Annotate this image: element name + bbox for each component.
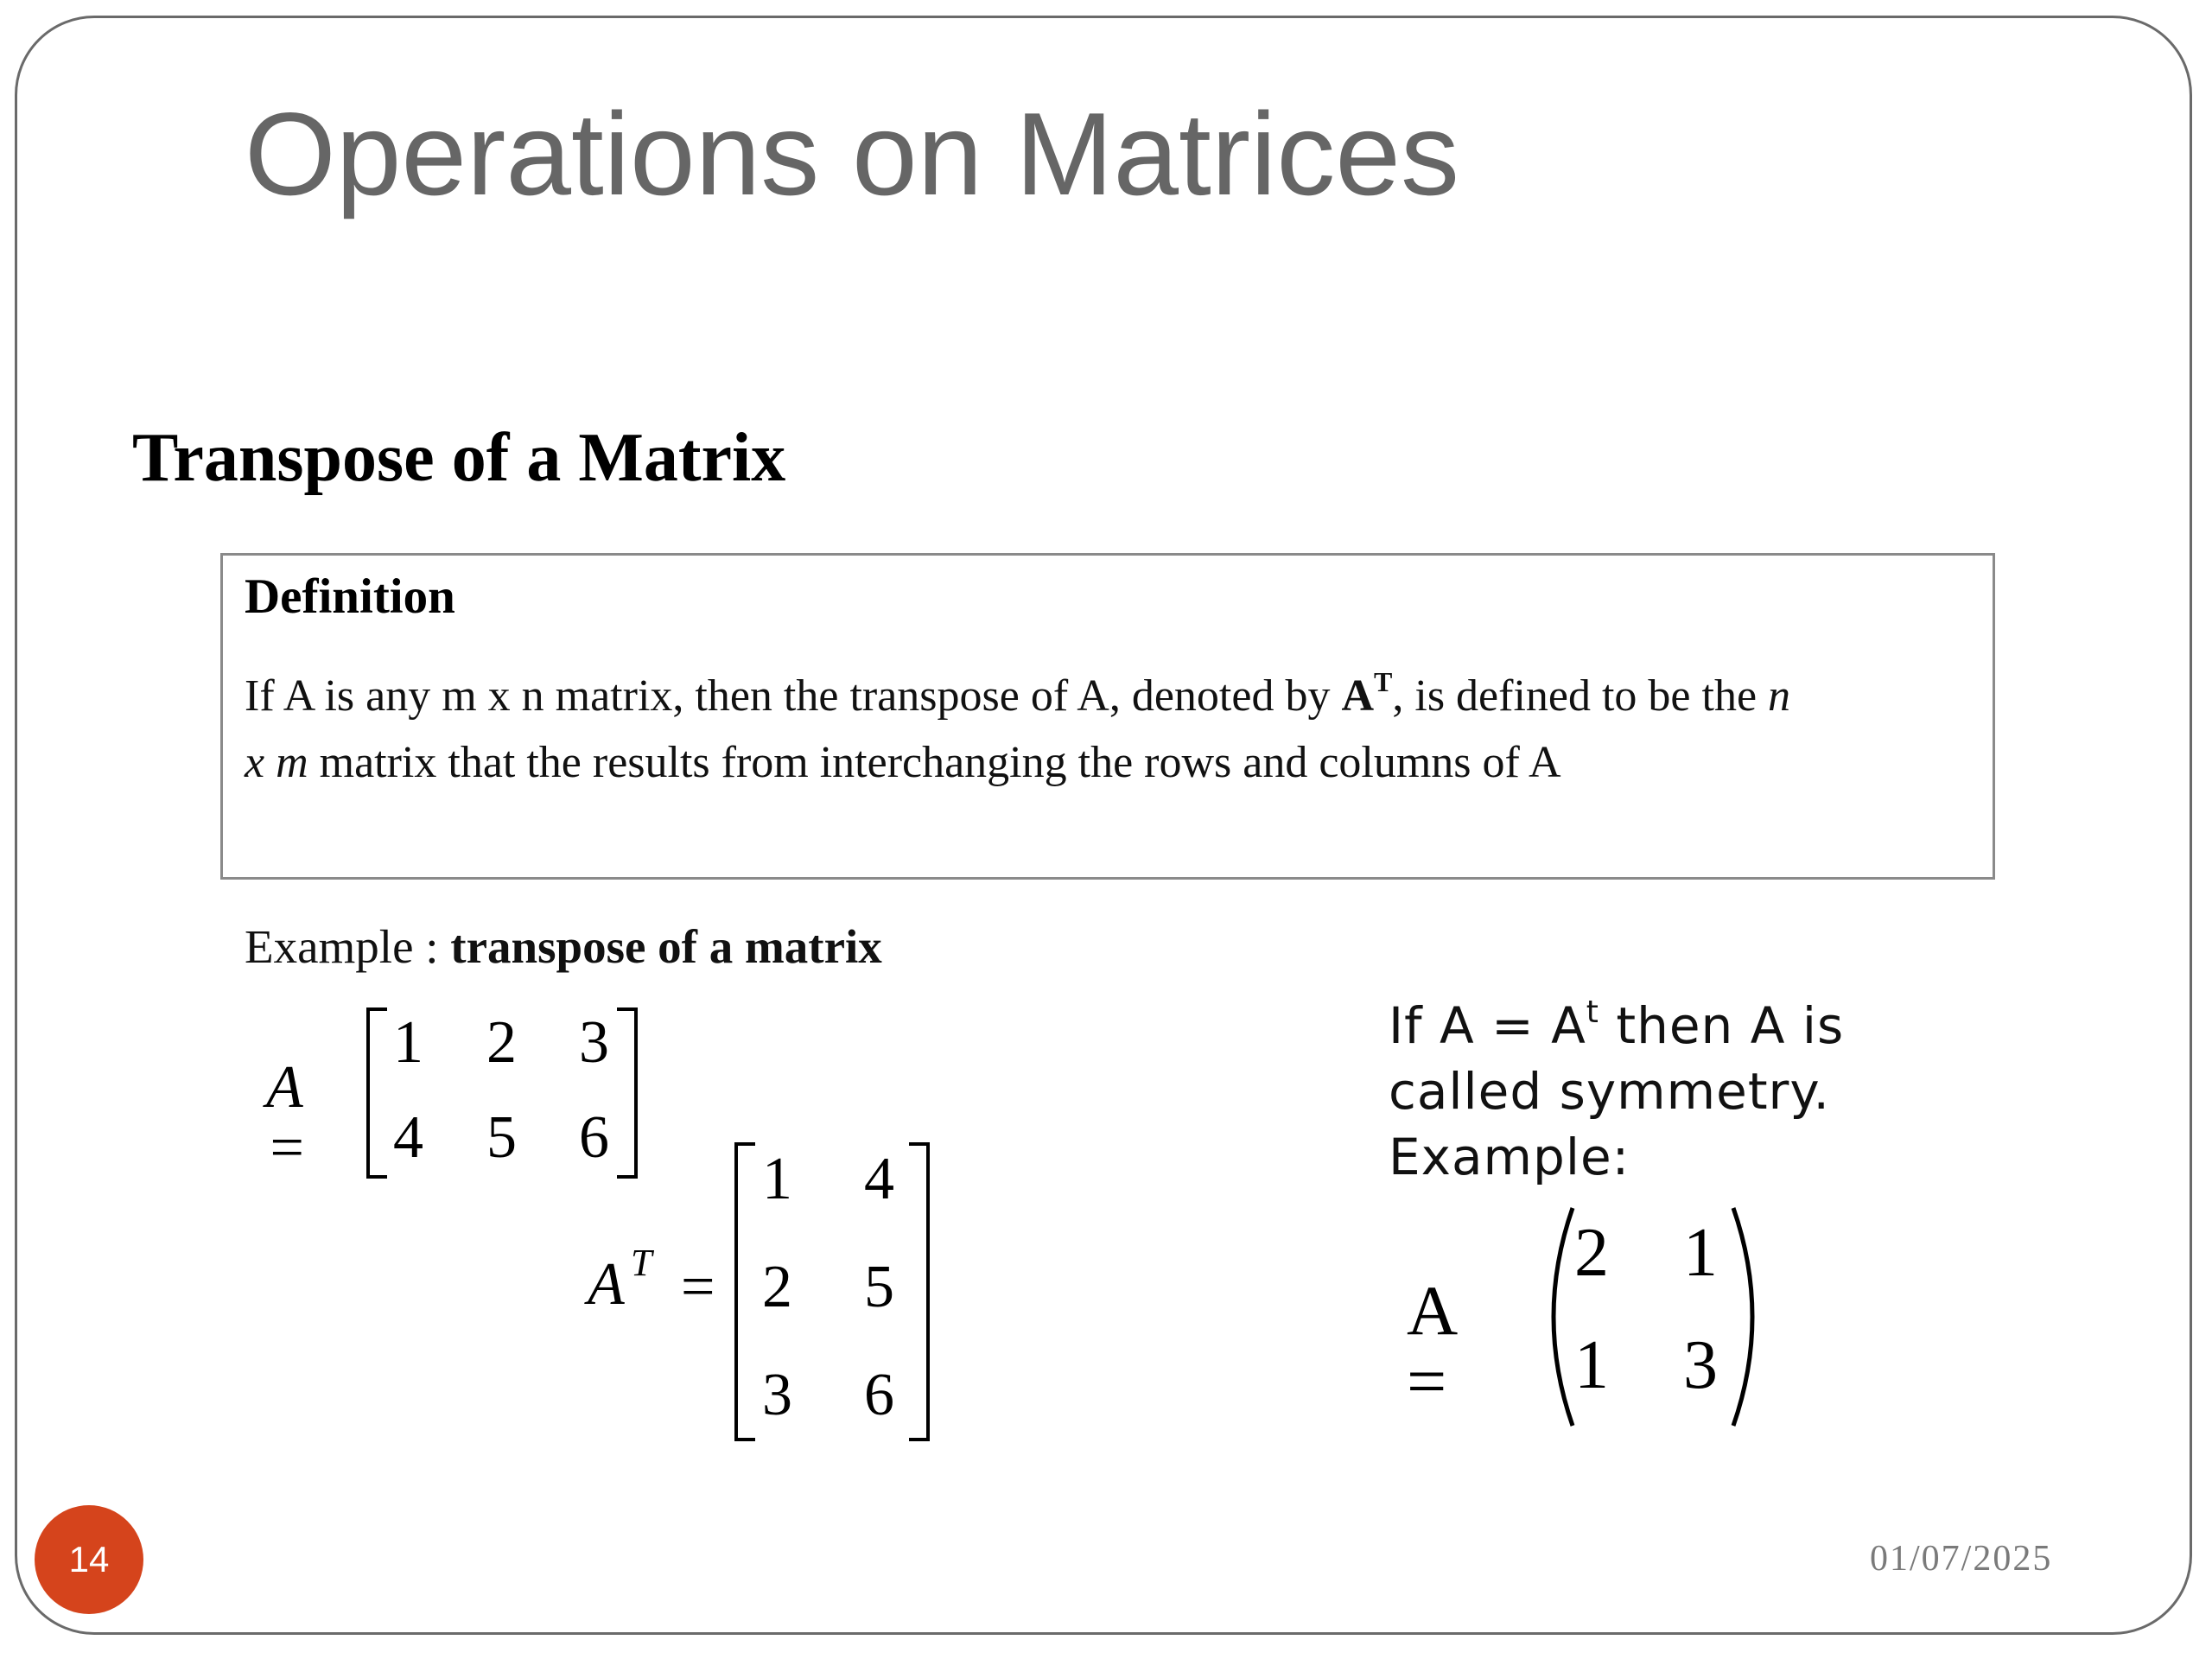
- symmetry-line-3: Example:: [1389, 1128, 1630, 1186]
- symmetry-text: If A = A: [1389, 996, 1586, 1055]
- definition-variable: x m: [245, 738, 308, 787]
- transpose-symbol: A: [1341, 671, 1375, 721]
- example-label: transpose of a matrix: [450, 920, 882, 973]
- definition-text-line-1: [245, 666, 1791, 721]
- matrix-a-cell: 1: [393, 1009, 423, 1076]
- matrix-a-cell: 3: [579, 1009, 609, 1076]
- matrix-a-cell: 5: [486, 1104, 517, 1171]
- symmetric-matrix-cell: 1: [1683, 1215, 1718, 1291]
- slide-title: Operations on Matrices: [245, 88, 1459, 219]
- symmetric-matrix-left-paren: [1531, 1205, 1580, 1429]
- example-heading: [245, 920, 882, 973]
- matrix-a-cell: 4: [393, 1104, 423, 1171]
- symmetric-matrix-right-paren: [1726, 1205, 1775, 1429]
- symmetric-matrix-cell: 1: [1574, 1327, 1609, 1403]
- matrix-a-left-bracket: [366, 1007, 387, 1179]
- symmetric-matrix-cell: 3: [1683, 1327, 1718, 1403]
- matrix-at-cell: 6: [864, 1362, 894, 1428]
- section-heading: Transpose of a Matrix: [132, 420, 786, 496]
- example-prefix: Example :: [245, 920, 451, 973]
- matrix-at-right-bracket: [909, 1142, 930, 1441]
- definition-text: , is defined to be the: [1392, 671, 1769, 721]
- definition-text: matrix that the results from interchanging the rows and columns of A: [308, 738, 1561, 787]
- matrix-a-cell: 6: [579, 1104, 609, 1171]
- definition-heading: Definition: [245, 569, 455, 624]
- matrix-at-lhs-sup: T: [631, 1242, 652, 1284]
- symmetry-line-1: [1389, 995, 1845, 1055]
- symmetric-matrix-lhs: A =: [1407, 1271, 1454, 1421]
- matrix-at-cell: 1: [762, 1146, 792, 1212]
- symmetry-superscript: t: [1586, 995, 1599, 1030]
- matrix-a-right-bracket: [617, 1007, 638, 1179]
- matrix-a-cell: 2: [486, 1009, 517, 1076]
- definition-text: If A is any m x n matrix, then the transpose of A, denoted by: [245, 671, 1342, 721]
- definition-variable: n: [1768, 671, 1791, 721]
- definition-text-line-2: [245, 738, 1561, 787]
- symmetry-text: then A is: [1599, 996, 1845, 1055]
- symmetric-matrix-cell: 2: [1574, 1215, 1609, 1291]
- matrix-a-lhs: A =: [266, 1054, 308, 1181]
- matrix-at-equals: =: [681, 1254, 715, 1320]
- matrix-at-cell: 5: [864, 1254, 894, 1320]
- matrix-at-lhs-var: A: [588, 1251, 625, 1318]
- symmetry-line-2: called symmetry.: [1389, 1062, 1830, 1121]
- matrix-at-cell: 4: [864, 1146, 894, 1212]
- slide-date: 01/07/2025: [1870, 1539, 2053, 1579]
- matrix-at-left-bracket: [734, 1142, 755, 1441]
- transpose-superscript: T: [1374, 666, 1393, 697]
- matrix-at-cell: 3: [762, 1362, 792, 1428]
- page-number-badge: 14: [35, 1505, 143, 1614]
- matrix-at-cell: 2: [762, 1254, 792, 1320]
